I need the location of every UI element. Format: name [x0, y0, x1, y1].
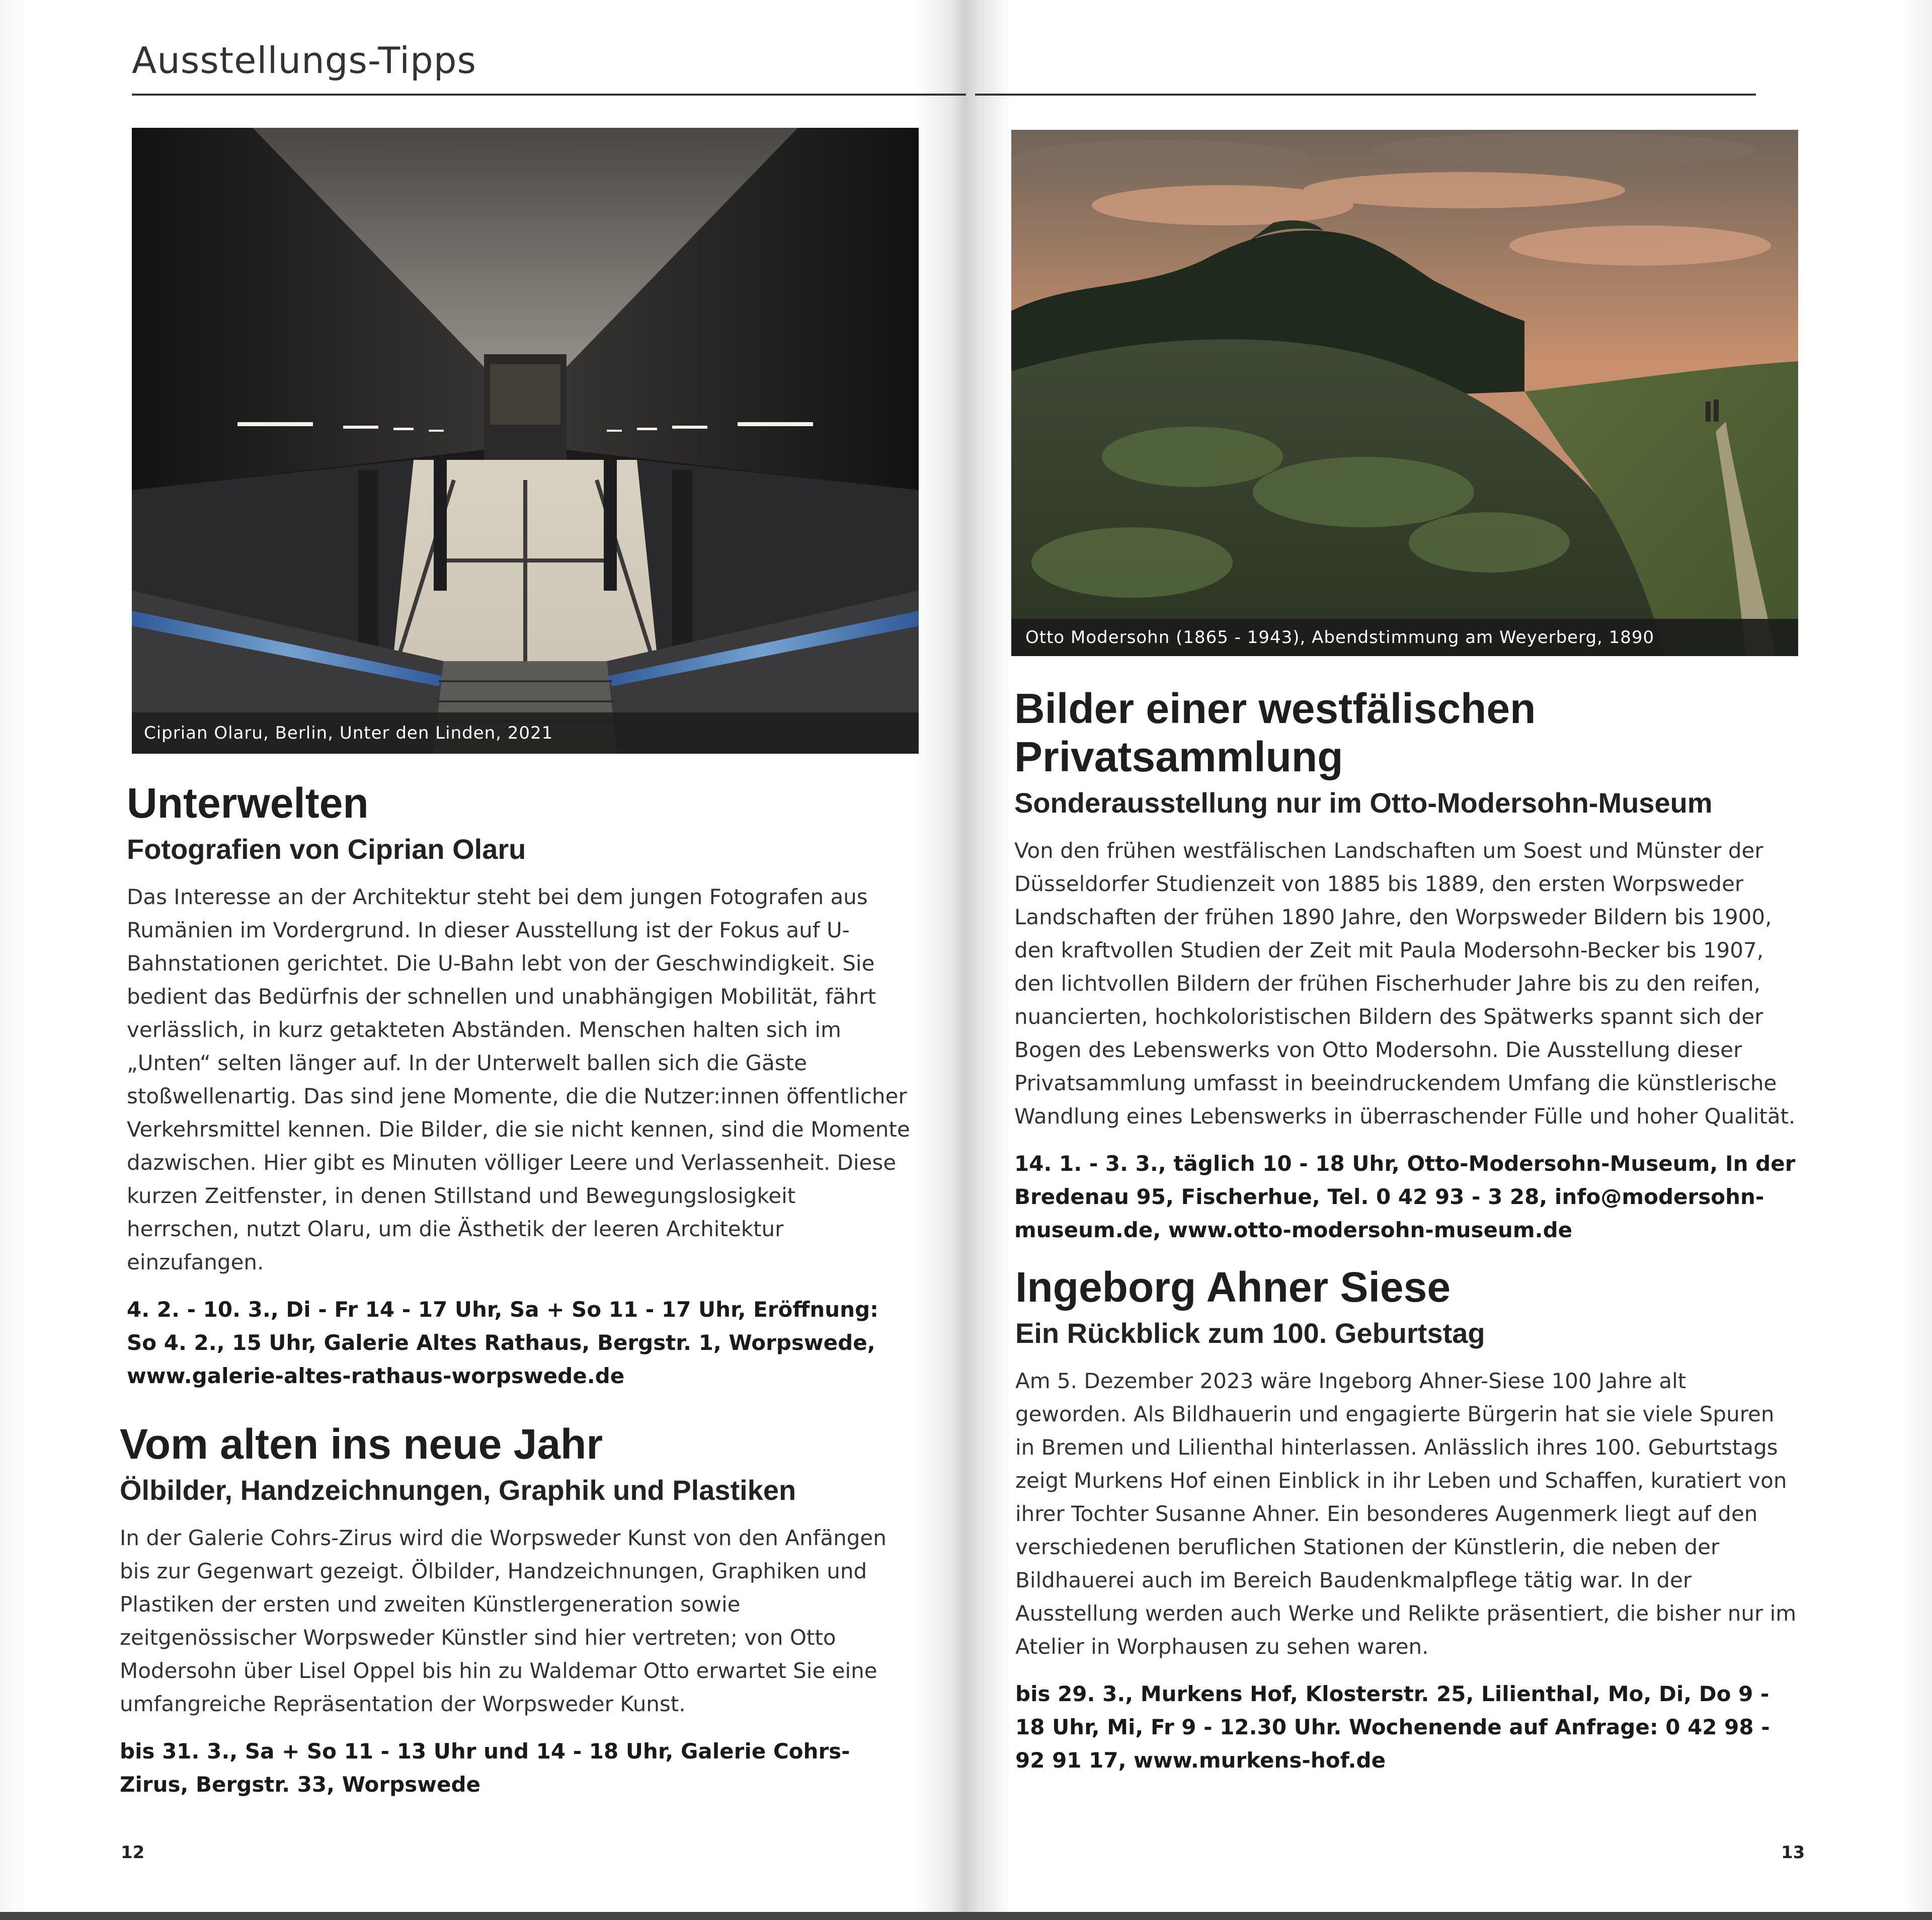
scan-bottom-edge — [0, 1912, 1932, 1920]
article-subtitle: Ölbilder, Handzeichnungen, Graphik und Plastiken — [120, 1474, 796, 1506]
article-event-info: bis 29. 3., Murkens Hof, Klosterstr. 25, Lilienthal, Mo, Di, Do 9 - 18 Uhr, Mi, Fr 9 - 12.30 Uhr. Wochenende auf Anfrage: 0 42 98 - 92 91 17, www.murkens-hof.de — [1015, 1682, 1770, 1773]
header-divider — [132, 94, 966, 96]
page-number: 13 — [1781, 1843, 1805, 1863]
article-body: Am 5. Dezember 2023 wäre Ingeborg Ahner-Siese 100 Jahre alt geworden. Als Bildhauerin und engagierte Bürgerin hat sie viele Spuren in Bremen und Lilienthal hinterlassen. Anlässlich ihres 100. Geburtstags zeigt Murkens Hof einen Einblick in ihr Leben und Schaffen, kuratiert von ihrer Tochter Susanne Ahner. Ein besonderes Augenmerk liegt auf den verschiedenen beruflichen Stationen der Künstlerin, die neben der Bildhauerei auch im Bereich Baudenkmalpflege tätig war. In der Ausstellung werden auch Werke und Relikte präsentiert, die bisher nur im Atelier in Worphausen zu sehen waren. — [1015, 1369, 1797, 1659]
article-title: Vom alten ins neue Jahr — [120, 1420, 603, 1468]
article-unterwelten — [127, 779, 912, 1393]
article-body: Das Interesse an der Architektur steht bei dem jungen Fotografen aus Rumänien im Vordergrund. In dieser Ausstellung ist der Fokus auf U-Bahnstationen gerichtet. Die U-Bahn lebt von der Geschwindigkeit. Sie bedient das Bedürfnis der schnellen und unabhängigen Mobilität, fährt verlässlich, in kurz getakteten Abständen. Menschen halten sich im „Unten“ selten länger auf. In der Unterwelt ballen sich die Gäste stoßwellenartig. Das sind jene Momente, die die Nutzer:innen öffentlicher Verkehrsmittel kennen. Die Bilder, die sie nicht kennen, sind die Momente dazwischen. Hier gibt es Minuten völliger Leere und Verlassenheit. Diese kurzen Zeitfenster, in denen Stillstand und Bewegungslosigkeit herrschen, nutzt Olaru, um die Ästhetik der leeren Architektur einzufangen. — [127, 885, 910, 1274]
right-page — [966, 0, 1932, 1912]
header-divider — [975, 94, 1756, 96]
article-event-info: 14. 1. - 3. 3., täglich 10 - 18 Uhr, Otto-Modersohn-Museum, In der Bredenau 95, Fischerhue, Tel. 0 42 93 - 3 28, info@modersohn-museum.de, www.otto-modersohn-museum.de — [1014, 1151, 1796, 1242]
landscape-painting — [1011, 130, 1798, 656]
subway-station-illustration — [132, 128, 919, 754]
painting-caption: Otto Modersohn (1865 - 1943), Abendstimmung am Weyerberg, 1890 — [1011, 619, 1798, 656]
page-number: 12 — [121, 1843, 145, 1863]
article-subtitle: Ein Rückblick zum 100. Geburtstag — [1015, 1317, 1485, 1349]
article-ingeborg-ahner-siese — [1015, 1263, 1800, 1777]
article-title: Bilder einer westfälischen Privatsammlung — [1014, 685, 1536, 780]
subway-station-photo — [132, 128, 919, 754]
section-title: Ausstellungs-Tipps — [132, 39, 476, 82]
article-subtitle: Sonderausstellung nur im Otto-Modersohn-Museum — [1014, 787, 1713, 819]
article-event-info: bis 31. 3., Sa + So 11 - 13 Uhr und 14 - 18 Uhr, Galerie Cohrs-Zirus, Bergstr. 33, Worpswede — [120, 1739, 850, 1797]
article-title: Unterwelten — [127, 779, 369, 827]
article-body: In der Galerie Cohrs-Zirus wird die Worpsweder Kunst von den Anfängen bis zur Gegenwart gezeigt. Ölbilder, Handzeichnungen, Graphiken und Plastiken der ersten und zweiten Künstlergeneration sowie zeitgenössischer Worpsweder Künstler sind hier vertreten; von Otto Modersohn über Lisel Oppel bis hin zu Waldemar Otto erwartet Sie eine umfangreiche Repräsentation der Worpsweder Kunst. — [120, 1526, 887, 1716]
article-body: Von den frühen westfälischen Landschaften um Soest und Münster der Düsseldorfer Studienzeit von 1885 bis 1889, den ersten Worpsweder Landschaften der frühen 1890 Jahre, den Worpsweder Bildern bis 1900, den kraftvollen Studien der Zeit mit Paula Modersohn-Becker bis 1907, den lichtvollen Bildern der frühen Fischerhuder Jahre bis zu den reifen, nuancierten, hochkoloristischen Bildern des Spätwerks spannt sich der Bogen des Lebenswerks von Otto Modersohn. Die Ausstellung dieser Privatsammlung umfasst in beeindruckendem Umfang die künstlerische Wandlung eines Lebenswerks in überraschender Fülle und hoher Qualität. — [1014, 838, 1796, 1129]
article-subtitle: Fotografien von Ciprian Olaru — [127, 833, 526, 865]
left-page — [0, 0, 966, 1912]
article-title: Ingeborg Ahner Siese — [1015, 1263, 1451, 1311]
article-event-info: 4. 2. - 10. 3., Di - Fr 14 - 17 Uhr, Sa + So 11 - 17 Uhr, Eröffnung: So 4. 2., 15 Uhr, Galerie Altes Rathaus, Bergstr. 1, Worpswede, www.galerie-altes-rathaus-worpswede.de — [127, 1297, 878, 1388]
painting-illustration — [1011, 130, 1798, 656]
photo-caption: Ciprian Olaru, Berlin, Unter den Linden, 2021 — [132, 712, 919, 754]
article-vom-alten-ins-neue-jahr — [120, 1420, 912, 1801]
article-westfaelische-privatsammlung — [1014, 684, 1799, 1247]
